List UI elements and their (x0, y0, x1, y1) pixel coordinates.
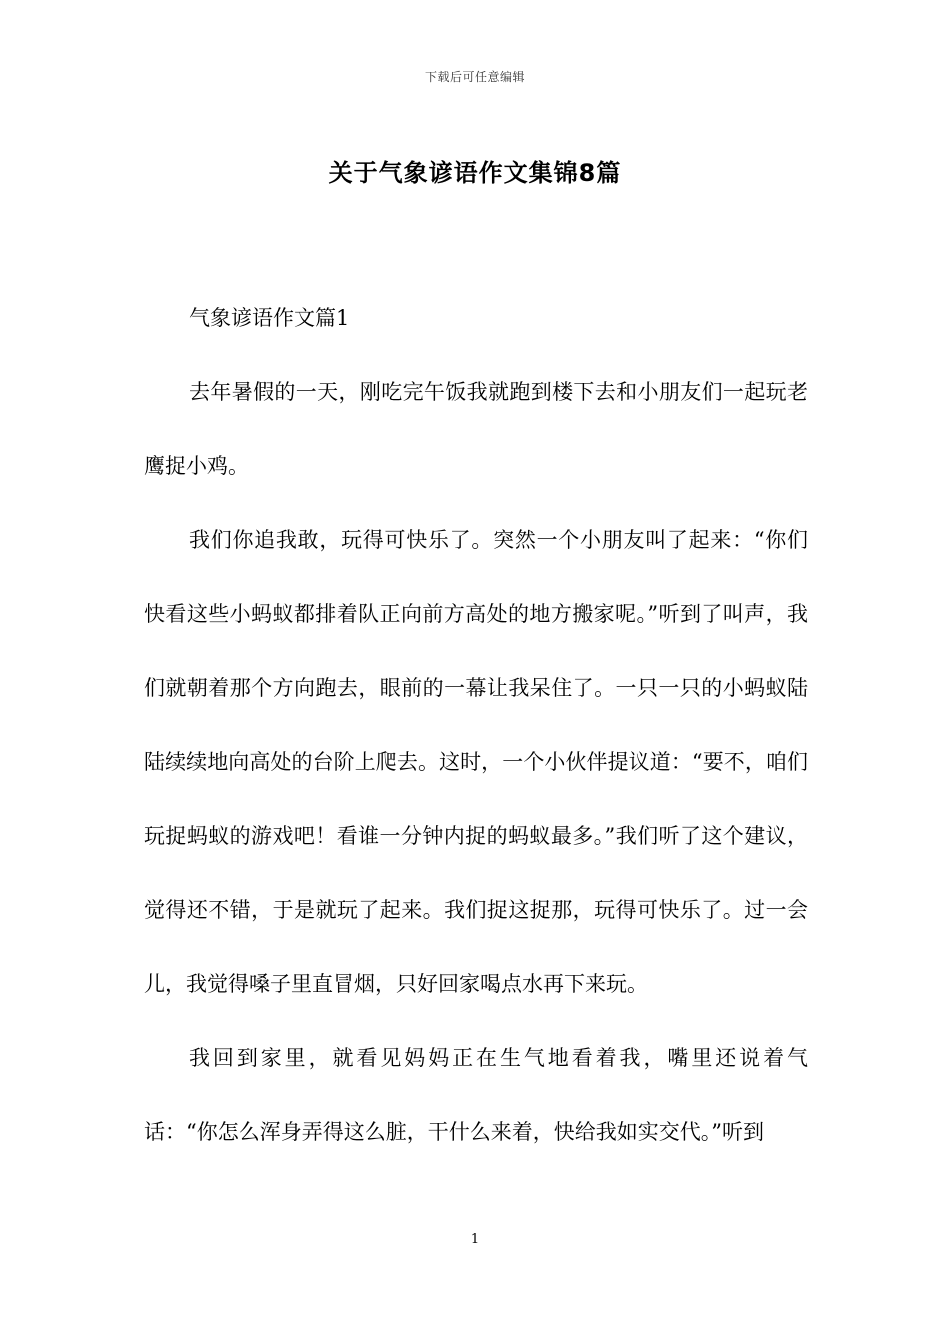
paragraph: 我们你追我敢，玩得可快乐了。突然一个小朋友叫了起来：“你们快看这些小蚂蚁都排着队正向前方高处的地方搬家呢。”听到了叫声，我们就朝着那个方向跑去，眼前的一幕让我呆住了。一只一只的小蚂蚁陆陆续续地向高处的台阶上爬去。这时，一个小伙伴提议道：“要不，咱们玩捉蚂蚁的游戏吧！看谁一分钟内捉的蚂蚁最多。”我们听了这个建议，觉得还不错，于是就玩了起来。我们捉这捉那，玩得可快乐了。过一会儿，我觉得嗓子里直冒烟，只好回家喝点水再下来玩。 (144, 528, 808, 996)
document-title: 关于气象谚语作文集锦8篇 (328, 159, 622, 187)
paragraph: 我回到家里，就看见妈妈正在生气地看着我，嘴里还说着气话：“你怎么浑身弄得这么脏，干什么来着，快给我如实交代。”听到 (144, 1046, 808, 1144)
page-number: 1 (470, 1232, 480, 1247)
section-heading: 气象谚语作文篇1 (189, 306, 350, 330)
document-body (144, 281, 808, 1169)
header-note: 下载后可任意编辑 (424, 70, 525, 84)
paragraph: 去年暑假的一天，刚吃完午饭我就跑到楼下去和小朋友们一起玩老鹰捉小鸡。 (144, 380, 808, 478)
